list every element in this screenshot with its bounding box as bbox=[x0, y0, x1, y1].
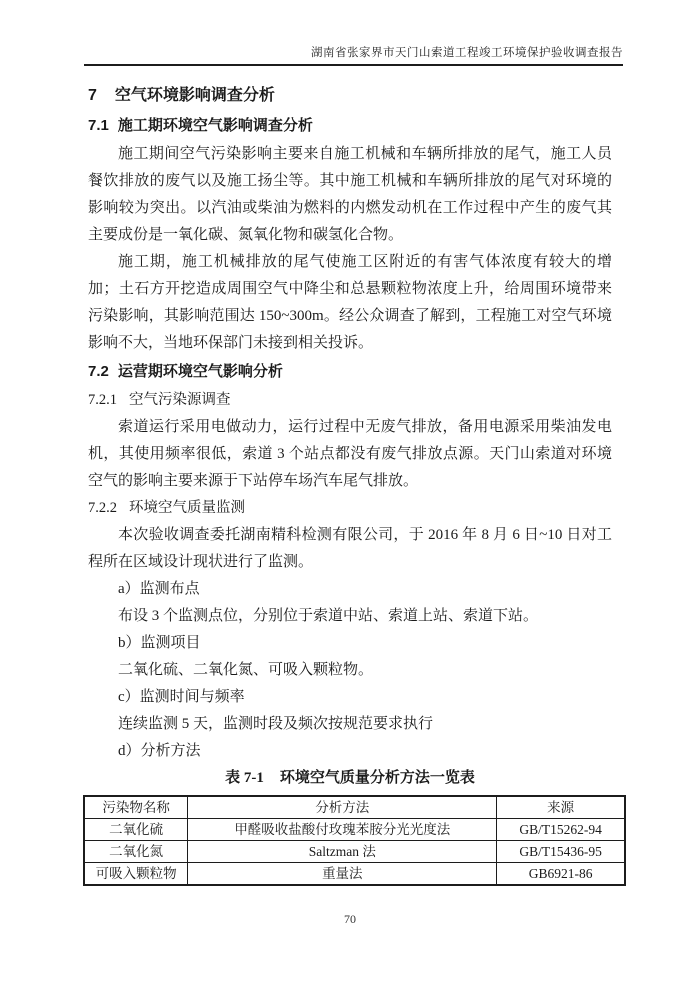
cell-method: 甲醛吸收盐酸付玫瑰苯胺分光光度法 bbox=[188, 819, 497, 841]
item-d-label: d）分析方法 bbox=[118, 743, 201, 759]
heading-title: 环境空气质量监测 bbox=[129, 500, 245, 516]
heading-chapter-7 bbox=[88, 81, 612, 111]
paragraph-construction-impact: 施工期，施工机械排放的尾气使施工区附近的有害气体浓度有较大的增加；土石方开挖造成周围空气中降尘和总悬颗粒物浓度上升，给周围环境带来污染影响，其影响范围达 150~300m。经公众调查了解到，工程施工对空气环境影响不大，当地环保部门未接到相关投诉。 bbox=[88, 254, 612, 351]
heading-7-2 bbox=[88, 357, 612, 387]
header-title: 湖南省张家界市天门山索道工程竣工环境保护验收调查报告 bbox=[311, 47, 623, 59]
item-b-body: 二氧化硫、二氧化氮、可吸入颗粒物。 bbox=[118, 662, 374, 678]
heading-title: 运营期环境空气影响分析 bbox=[117, 363, 283, 380]
item-c-body: 连续监测 5 天，监测时段及频次按规范要求执行 bbox=[118, 716, 434, 732]
paragraph-operation-sources: 索道运行采用电做动力，运行过程中无废气排放，备用电源采用柴油发电机，其使用频率很低，索道 3 个站点都没有废气排放点源。天门山索道对环境空气的影响主要来源于下站停车场汽车尾气排放。 bbox=[88, 419, 612, 489]
heading-number: 7.2.2 bbox=[88, 500, 117, 516]
paragraph-monitoring-commission: 本次验收调查委托湖南精科检测有限公司，于 2016 年 8 月 6 日~10 日对工程所在区域设计现状进行了监测。 bbox=[88, 527, 612, 570]
heading-number: 7.2.1 bbox=[88, 392, 117, 408]
page-number: 70 bbox=[344, 912, 356, 926]
heading-title: 空气环境影响调查分析 bbox=[114, 87, 275, 104]
table-row bbox=[84, 841, 625, 863]
cell-method: Saltzman 法 bbox=[188, 841, 497, 863]
heading-number: 7.2 bbox=[88, 363, 109, 380]
table-caption-number: 表 7-1 bbox=[225, 770, 264, 786]
table-header-row bbox=[84, 796, 625, 819]
item-a-body: 布设 3 个监测点位，分别位于索道中站、索道上站、索道下站。 bbox=[118, 608, 539, 624]
cell-pollutant: 二氧化硫 bbox=[84, 819, 188, 841]
cell-method: 重量法 bbox=[188, 863, 497, 886]
cell-source: GB/T15436-95 bbox=[497, 841, 625, 863]
item-c-label: c）监测时间与频率 bbox=[118, 689, 245, 705]
heading-number: 7.1 bbox=[88, 117, 109, 134]
heading-7-2-1 bbox=[88, 387, 612, 414]
cell-source: GB/T15262-94 bbox=[497, 819, 625, 841]
heading-7-2-2 bbox=[88, 495, 612, 522]
cell-pollutant: 可吸入颗粒物 bbox=[84, 863, 188, 886]
table-caption bbox=[88, 765, 612, 792]
column-header-method: 分析方法 bbox=[188, 796, 497, 819]
heading-title: 空气污染源调查 bbox=[129, 392, 231, 408]
page-header bbox=[84, 0, 623, 66]
cell-source: GB6921-86 bbox=[497, 863, 625, 886]
analysis-methods-table bbox=[83, 795, 626, 886]
table-caption-title: 环境空气质量分析方法一览表 bbox=[279, 770, 475, 786]
item-a-label: a）监测布点 bbox=[118, 581, 200, 597]
content-body bbox=[88, 81, 612, 886]
table-row bbox=[84, 819, 625, 841]
column-header-pollutant: 污染物名称 bbox=[84, 796, 188, 819]
table-row bbox=[84, 863, 625, 886]
heading-number: 7 bbox=[88, 87, 97, 104]
item-b-label: b）监测项目 bbox=[118, 635, 201, 651]
cell-pollutant: 二氧化氮 bbox=[84, 841, 188, 863]
paragraph-construction-sources: 施工期间空气污染影响主要来自施工机械和车辆所排放的尾气，施工人员餐饮排放的废气以及施工扬尘等。其中施工机械和车辆所排放的尾气对环境的影响较为突出。以汽油或柴油为燃料的内燃发动机在工作过程中产生的废气其主要成份是一氧化碳、氮氧化物和碳氢化合物。 bbox=[88, 146, 612, 243]
heading-title: 施工期环境空气影响调查分析 bbox=[117, 117, 313, 134]
column-header-source: 来源 bbox=[497, 796, 625, 819]
heading-7-1 bbox=[88, 111, 612, 141]
